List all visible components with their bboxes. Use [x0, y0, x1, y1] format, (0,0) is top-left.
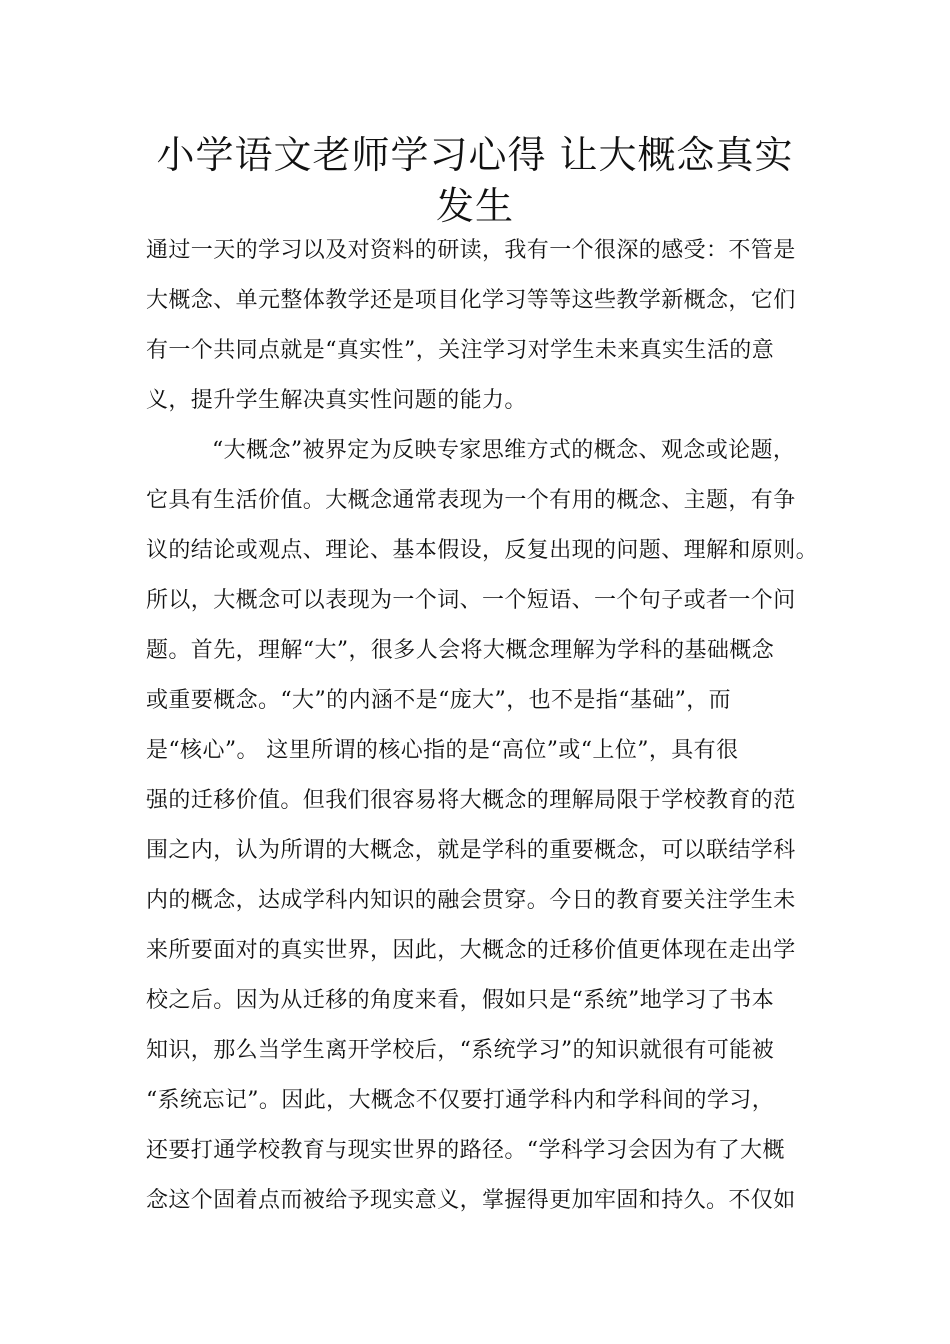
body-line: 义，提升学生解决真实性问题的能力。	[146, 388, 527, 413]
body-line: 通过一天的学习以及对资料的研读，我有一个很深的感受：不管是	[146, 238, 796, 263]
body-line: 有一个共同点就是“真实性”，关注学习对学生未来真实生活的意	[146, 338, 775, 363]
body-line: 大概念、单元整体教学还是项目化学习等等这些教学新概念，它们	[146, 288, 796, 313]
body-line: 或重要概念。“大”的内涵不是“庞大”，也不是指“基础”，而	[146, 688, 732, 713]
body-line: 所以，大概念可以表现为一个词、一个短语、一个句子或者一个问	[146, 588, 796, 613]
body-line: 校之后。因为从迁移的角度来看，假如只是“系统”地学习了书本	[146, 988, 775, 1013]
document-body	[146, 232, 826, 1232]
body-line: 题。首先，理解“大”，很多人会将大概念理解为学科的基础概念	[146, 638, 775, 663]
body-line: 议的结论或观点、理论、基本假设，反复出现的问题、理解和原则。	[146, 538, 819, 563]
body-line: 是“核心”。 这里所谓的核心指的是“高位”或“上位”，具有很	[146, 738, 739, 763]
body-line: 念这个固着点而被给予现实意义，掌握得更加牢固和持久。不仅如	[146, 1188, 796, 1213]
body-line: 围之内，认为所谓的大概念，就是学科的重要概念，可以联结学科	[146, 838, 796, 863]
body-line: “大概念”被界定为反映专家思维方式的概念、观念或论题，	[212, 438, 796, 463]
body-line: 内的概念，达成学科内知识的融会贯穿。今日的教育要关注学生未	[146, 888, 796, 913]
body-line: 还要打通学校教育与现实世界的路径。“学科学习会因为有了大概	[146, 1138, 785, 1163]
body-line: 知识，那么当学生离开学校后，“系统学习”的知识就很有可能被	[146, 1038, 775, 1063]
document-title-line-2: 发生	[435, 184, 514, 228]
body-line: 它具有生活价值。大概念通常表现为一个有用的概念、主题，有争	[146, 488, 796, 513]
document-title-line-1: 小学语文老师学习心得 让大概念真实	[156, 133, 794, 177]
body-line: 来所要面对的真实世界，因此，大概念的迁移价值更体现在走出学	[146, 938, 796, 963]
body-line: “系统忘记”。因此，大概念不仅要打通学科内和学科间的学习，	[146, 1088, 775, 1113]
body-line: 强的迁移价值。但我们很容易将大概念的理解局限于学校教育的范	[146, 788, 796, 813]
